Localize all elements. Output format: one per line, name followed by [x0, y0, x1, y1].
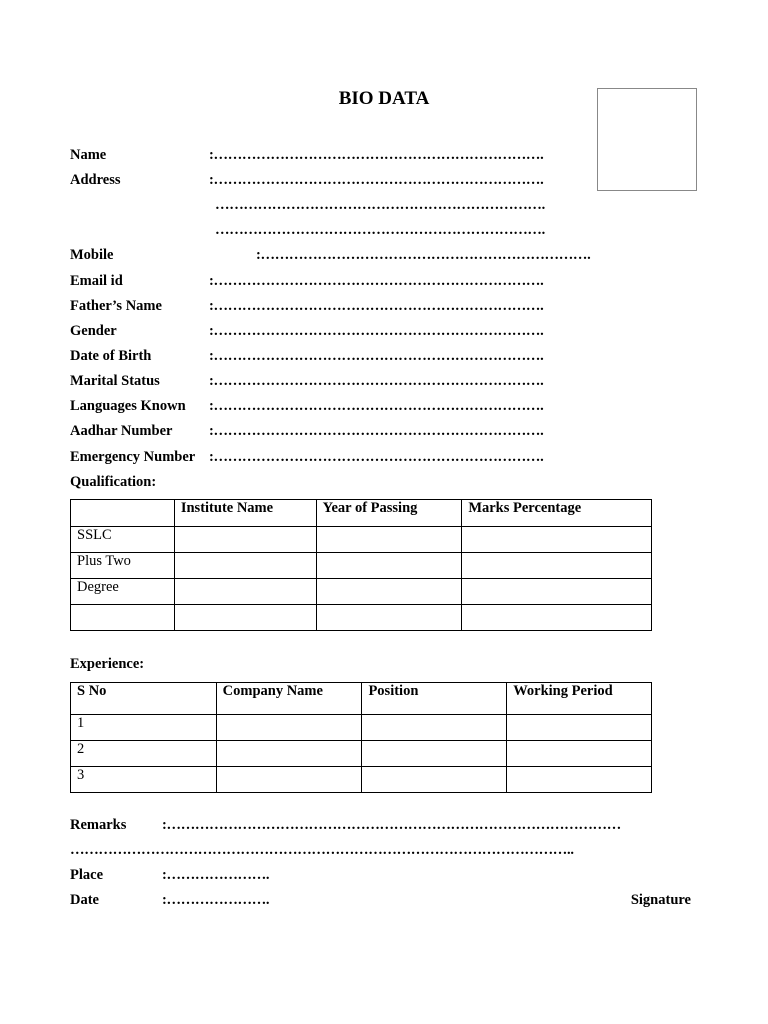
- label-date: Date: [70, 892, 99, 908]
- table-row: [71, 741, 652, 767]
- aadhar-field[interactable]: :…………………………………………………………….: [209, 423, 544, 439]
- label-mobile: Mobile: [70, 247, 114, 263]
- table-cell[interactable]: [316, 527, 462, 553]
- table-cell[interactable]: [507, 767, 652, 793]
- father-name-field[interactable]: :…………………………………………………………….: [209, 298, 544, 314]
- table-row: [71, 715, 652, 741]
- table-cell[interactable]: [362, 741, 507, 767]
- label-emergency: Emergency Number: [70, 449, 196, 465]
- table-header-row: [71, 683, 652, 715]
- table-cell: 2: [71, 741, 217, 767]
- label-email: Email id: [70, 273, 123, 289]
- emergency-field[interactable]: :…………………………………………………………….: [209, 449, 544, 465]
- table-header-cell: S No: [71, 683, 217, 715]
- table-cell[interactable]: [316, 579, 462, 605]
- table-cell[interactable]: [362, 715, 507, 741]
- dob-field[interactable]: :…………………………………………………………….: [209, 348, 544, 364]
- table-cell: Plus Two: [71, 553, 175, 579]
- table-cell: [71, 605, 175, 631]
- label-marital-status: Marital Status: [70, 373, 160, 389]
- table-cell: 3: [71, 767, 217, 793]
- table-cell[interactable]: [174, 553, 316, 579]
- page-title: BIO DATA: [338, 88, 430, 109]
- table-header-cell: Institute Name: [174, 500, 316, 527]
- table-cell[interactable]: [316, 553, 462, 579]
- label-place: Place: [70, 867, 104, 883]
- table-cell[interactable]: [216, 741, 362, 767]
- table-cell: 1: [71, 715, 217, 741]
- table-cell[interactable]: [174, 605, 316, 631]
- languages-field[interactable]: :…………………………………………………………….: [209, 398, 544, 414]
- table-cell[interactable]: [216, 715, 362, 741]
- table-cell[interactable]: [462, 579, 652, 605]
- experience-table: [70, 682, 652, 793]
- table-header-cell: [71, 500, 175, 527]
- qualification-heading: Qualification:: [70, 474, 157, 490]
- label-languages: Languages Known: [70, 398, 186, 414]
- mobile-field[interactable]: :…………………………………………………………….: [256, 247, 591, 263]
- experience-heading: Experience:: [70, 656, 145, 672]
- label-name: Name: [70, 147, 107, 163]
- label-dob: Date of Birth: [70, 348, 152, 364]
- table-header-cell: Company Name: [216, 683, 362, 715]
- place-field[interactable]: :………………….: [162, 867, 270, 883]
- address-field[interactable]: :…………………………………………………………….: [209, 172, 544, 188]
- table-row: [71, 553, 652, 579]
- label-remarks: Remarks: [70, 817, 127, 833]
- gender-field[interactable]: :…………………………………………………………….: [209, 323, 544, 339]
- table-header-cell: Working Period: [507, 683, 652, 715]
- table-cell[interactable]: [462, 605, 652, 631]
- name-field[interactable]: :…………………………………………………………….: [209, 147, 544, 163]
- table-cell: Degree: [71, 579, 175, 605]
- label-father-name: Father’s Name: [70, 298, 162, 314]
- table-cell[interactable]: [507, 741, 652, 767]
- address-field-line2[interactable]: …………………………………………………………….: [215, 197, 545, 213]
- table-header-cell: Position: [362, 683, 507, 715]
- address-field-line3[interactable]: …………………………………………………………….: [215, 222, 545, 238]
- table-cell[interactable]: [462, 553, 652, 579]
- table-cell[interactable]: [507, 715, 652, 741]
- label-aadhar: Aadhar Number: [70, 423, 173, 439]
- table-row: [71, 767, 652, 793]
- marital-status-field[interactable]: :…………………………………………………………….: [209, 373, 544, 389]
- table-cell[interactable]: [462, 527, 652, 553]
- qualification-table: [70, 499, 652, 631]
- table-cell[interactable]: [316, 605, 462, 631]
- table-row: [71, 527, 652, 553]
- signature-label: Signature: [630, 892, 691, 908]
- photo-box: [597, 88, 697, 191]
- table-cell[interactable]: [174, 579, 316, 605]
- table-header-cell: Marks Percentage: [462, 500, 652, 527]
- table-cell[interactable]: [216, 767, 362, 793]
- table-header-cell: Year of Passing: [316, 500, 462, 527]
- remarks-field[interactable]: :……………………………………………………………………………………: [162, 817, 621, 833]
- table-cell: SSLC: [71, 527, 175, 553]
- table-header-row: [71, 500, 652, 527]
- label-gender: Gender: [70, 323, 117, 339]
- remarks-field-line2[interactable]: ……………………………………………………………………………………………..: [70, 842, 574, 858]
- email-field[interactable]: :…………………………………………………………….: [209, 273, 544, 289]
- table-cell[interactable]: [174, 527, 316, 553]
- date-field[interactable]: :………………….: [162, 892, 270, 908]
- label-address: Address: [70, 172, 121, 188]
- table-cell[interactable]: [362, 767, 507, 793]
- table-row: [71, 579, 652, 605]
- table-row: [71, 605, 652, 631]
